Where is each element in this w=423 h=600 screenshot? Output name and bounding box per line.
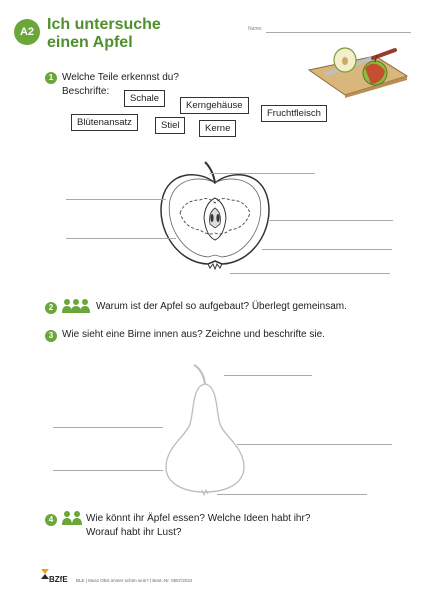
word-card-stiel[interactable]: Stiel: [155, 117, 185, 134]
task-2-question: Warum ist der Apfel so aufgebaut? Überlegt gemeinsam.: [96, 301, 347, 312]
task-4-number: 4: [45, 514, 57, 526]
apple-cross-section-drawing: [150, 158, 280, 273]
apple-label-line-3[interactable]: [268, 220, 393, 221]
task-2-number: 2: [45, 302, 57, 314]
bzfe-logo-text: BZfE: [49, 575, 68, 584]
apple-label-line-6[interactable]: [230, 273, 390, 274]
pear-label-line-3[interactable]: [237, 444, 392, 445]
pear-label-line-5[interactable]: [217, 494, 367, 495]
word-card-kerne[interactable]: Kerne: [199, 120, 236, 137]
task-badge: A2: [14, 19, 40, 45]
apple-label-line-4[interactable]: [66, 238, 176, 239]
title-line-1: Ich untersuche: [47, 16, 161, 33]
pear-outline-drawing: [160, 362, 250, 497]
word-card-bluetenansatz[interactable]: Blütenansatz: [71, 114, 138, 131]
task-1-line-2: Beschrifte:: [62, 86, 110, 97]
title-line-2: einen Apfel: [47, 34, 133, 51]
pear-label-line-1[interactable]: [224, 375, 312, 376]
task-4-line-1: Wie könnt ihr Äpfel essen? Welche Ideen habt ihr?: [86, 513, 311, 524]
task-4-line-2: Worauf habt ihr Lust?: [86, 527, 182, 538]
task-4-question: [86, 512, 310, 540]
word-card-fruchtfleisch[interactable]: Fruchtfleisch: [261, 105, 327, 122]
page-title: [47, 16, 161, 52]
footer-text: BLE | Muss Obst immer schön sein? | Best.-Nr. 0557/2022: [76, 578, 193, 583]
task-3-number: 3: [45, 330, 57, 342]
group-of-people-icon: [61, 298, 91, 314]
word-card-schale[interactable]: Schale: [124, 90, 165, 107]
apple-label-line-5[interactable]: [262, 249, 392, 250]
pear-label-line-2[interactable]: [53, 427, 163, 428]
pear-label-line-4[interactable]: [53, 470, 163, 471]
name-label: Name:: [248, 26, 263, 32]
word-card-kerngehaeuse[interactable]: Kerngehäuse: [180, 97, 249, 114]
apple-cutting-board-illustration: [305, 38, 410, 98]
group-of-people-icon: [60, 510, 84, 526]
apple-label-line-1[interactable]: [210, 173, 315, 174]
name-input-line[interactable]: [266, 32, 411, 33]
task-1-line-1: Welche Teile erkennst du?: [62, 72, 179, 83]
apple-label-line-2[interactable]: [66, 199, 166, 200]
task-3-question: Wie sieht eine Birne innen aus? Zeichne und beschrifte sie.: [62, 329, 325, 340]
task-1-number: 1: [45, 72, 57, 84]
